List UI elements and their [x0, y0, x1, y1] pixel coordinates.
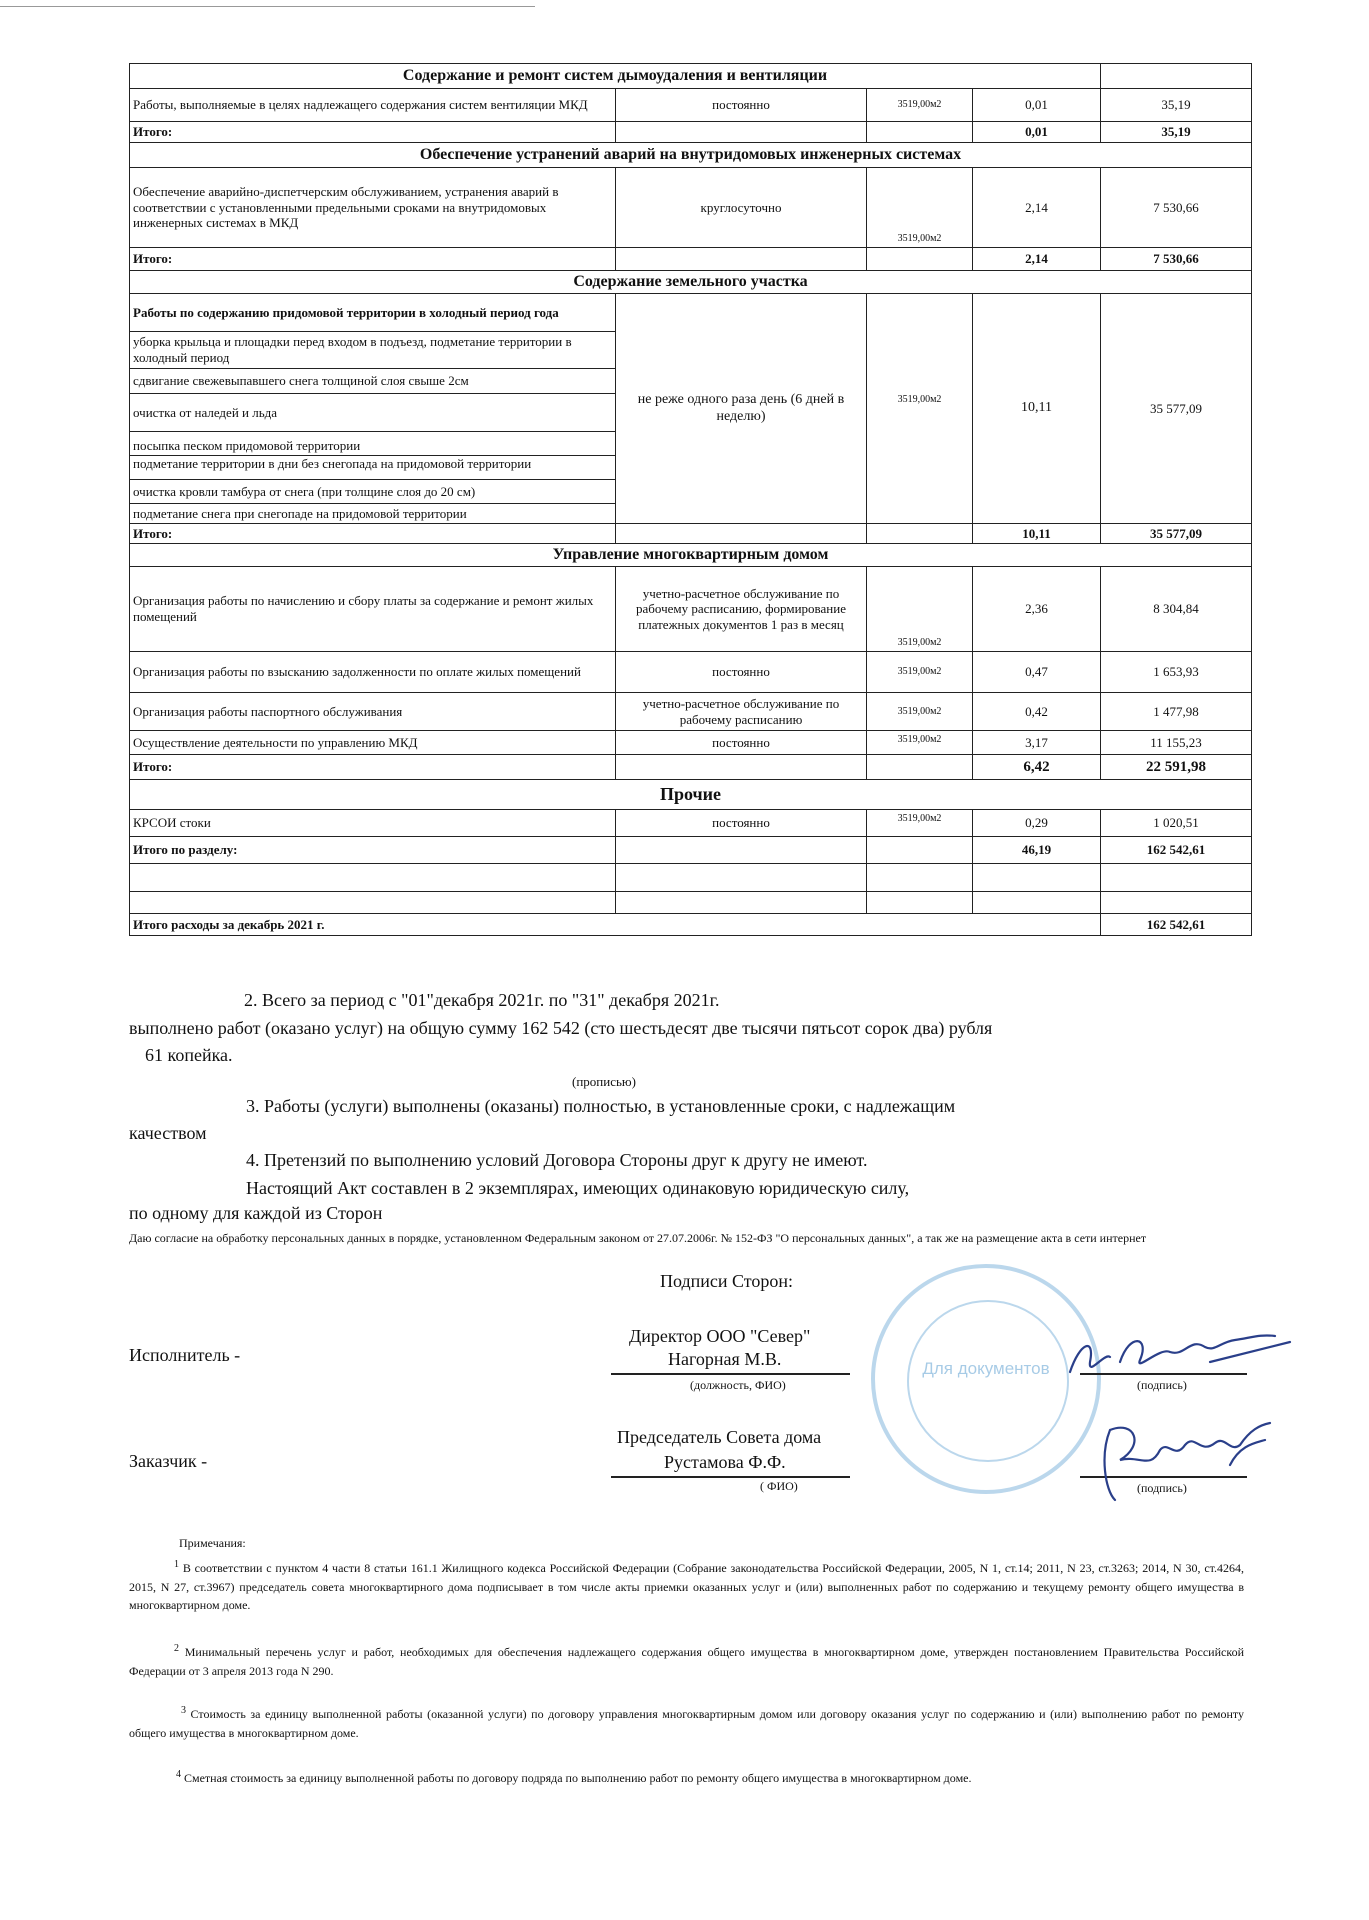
total-rate: 6,42 — [973, 755, 1101, 780]
row-rate: 3,17 — [973, 731, 1101, 755]
paragraph-5-end: по одному для каждой из Сторон — [129, 1203, 383, 1223]
row-period: круглосуточно — [616, 168, 867, 248]
total-sum: 35 577,09 — [1101, 524, 1252, 544]
note-3-text: Стоимость за единицу выполненной работы (оказанной услуги) по договору управления многоквартирным домом или договору оказания услуг по содержанию и (или) выполнению работ по ремонту общего имущества в многоквартирном доме. — [129, 1707, 1245, 1740]
total-row — [130, 524, 1252, 544]
total-rate: 0,01 — [973, 122, 1101, 143]
executor-caption: (должность, ФИО) — [690, 1378, 786, 1392]
row-sum: 7 530,66 — [1101, 168, 1252, 248]
work-item: сдвигание свежевыпавшего снега толщиной слоя свыше 2см — [130, 369, 616, 394]
executor-signature — [1060, 1322, 1300, 1382]
stamp-text: Для документов — [922, 1359, 1050, 1378]
executor-name-line — [611, 1373, 850, 1375]
section-header — [130, 64, 1252, 89]
row-period: не реже одного раза день (6 дней в неделю) — [616, 294, 867, 524]
total-row — [130, 122, 1252, 143]
work-item: посыпка песком придомовой территории — [130, 432, 616, 456]
section-title: Содержание земельного участка — [130, 271, 1252, 294]
row-name: Организация работы по взысканию задолженности по оплате жилых помещений — [130, 652, 616, 693]
row-period: постоянно — [616, 810, 867, 837]
paragraph-4: 4. Претензий по выполнению условий Договора Стороны друг к другу не имеют. — [246, 1150, 868, 1170]
group-heading: Работы по содержанию придомовой территории в холодный период года — [130, 294, 616, 332]
total-sum: 7 530,66 — [1101, 248, 1252, 271]
row-period: учетно-расчетное обслуживание по рабочему расписанию, формирование платежных документов 1 раз в месяц — [616, 567, 867, 652]
row-sum: 35,19 — [1101, 89, 1252, 122]
customer-position: Председатель Совета дома — [617, 1427, 822, 1447]
note-3 — [129, 1703, 1244, 1742]
table-row — [130, 693, 1252, 731]
paragraph-2-kopeks: 61 копейка. — [145, 1045, 233, 1065]
section-total-sum: 162 542,61 — [1101, 837, 1252, 864]
row-rate: 2,36 — [973, 567, 1101, 652]
row-name: Осуществление деятельности по управлению МКД — [130, 731, 616, 755]
total-label: Итого: — [130, 248, 616, 271]
executor-position: Директор ООО "Север" — [629, 1326, 811, 1346]
row-sum: 35 577,09 — [1101, 294, 1252, 524]
row-name: Обеспечение аварийно-диспетчерским обслуживанием, устранения аварий в соответствии с установленными предельными сроками на внутридомовых инженерных системах в МКД — [130, 168, 616, 248]
table-row — [130, 731, 1252, 755]
section-total-row — [130, 837, 1252, 864]
services-table — [129, 63, 1252, 936]
note-1-mark: 1 — [174, 1559, 179, 1570]
section-header — [130, 780, 1252, 810]
row-area: 3519,00м2 — [867, 652, 973, 693]
total-label: Итого: — [130, 755, 616, 780]
note-1 — [129, 1557, 1244, 1615]
row-period: постоянно — [616, 731, 867, 755]
row-rate: 2,14 — [973, 168, 1101, 248]
note-2 — [129, 1641, 1244, 1680]
row-name: Работы, выполняемые в целях надлежащего содержания систем вентиляции МКД — [130, 89, 616, 122]
customer-name: Рустамова Ф.Ф. — [664, 1452, 786, 1472]
paragraph-5: Настоящий Акт составлен в 2 экземплярах, имеющих одинаковую юридическую силу, — [246, 1178, 910, 1198]
section-header — [130, 271, 1252, 294]
row-rate: 0,01 — [973, 89, 1101, 122]
table-row — [130, 567, 1252, 652]
row-period: учетно-расчетное обслуживание по рабочему расписанию — [616, 693, 867, 731]
grand-total-row — [130, 914, 1252, 936]
customer-signature — [1090, 1415, 1280, 1505]
total-rate: 10,11 — [973, 524, 1101, 544]
section-title: Управление многоквартирным домом — [130, 544, 1252, 567]
customer-name-line — [611, 1476, 850, 1478]
row-area: 3519,00м2 — [867, 731, 973, 755]
total-sum: 35,19 — [1101, 122, 1252, 143]
row-area: 3519,00м2 — [867, 294, 973, 524]
work-item: подметание снега при снегопаде на придомовой территории — [130, 504, 616, 524]
section-header — [130, 544, 1252, 567]
note-4-text: Сметная стоимость за единицу выполненной работы по договору подряда по выполнению работ по ремонту общего имущества в многоквартирном доме. — [184, 1771, 972, 1785]
note-4 — [129, 1767, 1244, 1788]
section-total-label: Итого по разделу: — [130, 837, 616, 864]
paragraph-3-end: качеством — [129, 1123, 207, 1143]
work-item: очистка от наледей и льда — [130, 394, 616, 432]
row-area: 3519,00м2 — [867, 810, 973, 837]
total-sum: 22 591,98 — [1101, 755, 1252, 780]
section-title: Содержание и ремонт систем дымоудаления и вентиляции — [130, 64, 1101, 89]
section-title: Обеспечение устранений аварий на внутридомовых инженерных системах — [130, 143, 1252, 168]
row-area: 3519,00м2 — [867, 693, 973, 731]
top-scan-line — [0, 6, 535, 7]
note-1-text: В соответствии с пунктом 4 части 8 статьи 161.1 Жилищного кодекса Российской Федерации (Собрание законодательства Российской Федерации, 2005, N 1, ст.14; 2011, N 23, ст.3263; 2014, N 30, ст.4264, 2015, N 27, ст.3967) председатель совета многоквартирного дома подписывает в том числе акты приемки оказанных услуг и (или) выполненных работ по содержанию и текущему ремонту общего имущества в многоквартирном доме. — [129, 1561, 1245, 1613]
row-name: КРСОИ стоки — [130, 810, 616, 837]
row-rate: 0,47 — [973, 652, 1101, 693]
row-rate: 0,42 — [973, 693, 1101, 731]
signatures-heading: Подписи Сторон: — [660, 1271, 794, 1291]
total-label: Итого: — [130, 122, 616, 143]
executor-sign-caption: (подпись) — [1137, 1378, 1187, 1392]
row-rate: 0,29 — [973, 810, 1101, 837]
paragraph-2: 2. Всего за период с "01"декабря 2021г. по "31" декабря 2021г. — [244, 990, 720, 1010]
table-row — [130, 168, 1252, 248]
propisyu-caption: (прописью) — [572, 1074, 636, 1089]
total-label: Итого: — [130, 524, 616, 544]
note-4-mark: 4 — [176, 1769, 181, 1780]
row-sum: 11 155,23 — [1101, 731, 1252, 755]
section-header — [130, 143, 1252, 168]
note-2-mark: 2 — [174, 1643, 179, 1654]
section-title: Прочие — [130, 780, 1252, 810]
table-row — [130, 89, 1252, 122]
table-row — [130, 294, 1252, 332]
work-item: очистка кровли тамбура от снега (при толщине слоя до 20 см) — [130, 480, 616, 504]
table-row — [130, 810, 1252, 837]
work-item: подметание территории в дни без снегопада на придомовой территории — [130, 456, 616, 480]
customer-caption: ( ФИО) — [760, 1479, 798, 1493]
paragraph-2-sum: выполнено работ (оказано услуг) на общую сумму 162 542 (сто шестьдесят две тысячи пятьсот сорок два) рубля — [129, 1018, 993, 1038]
paragraph-3: 3. Работы (услуги) выполнены (оказаны) полностью, в установленные сроки, с надлежащим — [246, 1096, 956, 1116]
table-row — [130, 652, 1252, 693]
customer-label: Заказчик - — [129, 1451, 208, 1471]
empty-row — [130, 864, 1252, 892]
row-area: 3519,00м2 — [867, 168, 973, 248]
note-2-text: Минимальный перечень услуг и работ, необходимых для обеспечения надлежащего содержания общего имущества в многоквартирном доме, утвержден постановлением Правительства Российской Федерации от 3 апреля 2013 года N 290. — [129, 1645, 1244, 1678]
grand-total-label: Итого расходы за декабрь 2021 г. — [130, 914, 1101, 936]
note-3-mark: 3 — [181, 1705, 186, 1716]
notes-heading: Примечания: — [179, 1536, 246, 1550]
section-total-rate: 46,19 — [973, 837, 1101, 864]
row-name: Организация работы по начислению и сбору платы за содержание и ремонт жилых помещений — [130, 567, 616, 652]
total-row — [130, 248, 1252, 271]
row-rate: 10,11 — [973, 294, 1101, 524]
row-sum: 1 020,51 — [1101, 810, 1252, 837]
row-period: постоянно — [616, 89, 867, 122]
customer-sign-caption: (подпись) — [1137, 1481, 1187, 1495]
work-item: уборка крыльца и площадки перед входом в подъезд, подметание территории в холодный период — [130, 332, 616, 369]
row-area: 3519,00м2 — [867, 567, 973, 652]
executor-name: Нагорная М.В. — [668, 1349, 782, 1369]
grand-total-sum: 162 542,61 — [1101, 914, 1252, 936]
row-sum: 1 477,98 — [1101, 693, 1252, 731]
row-period: постоянно — [616, 652, 867, 693]
row-area: 3519,00м2 — [867, 89, 973, 122]
total-row — [130, 755, 1252, 780]
row-sum: 1 653,93 — [1101, 652, 1252, 693]
row-sum: 8 304,84 — [1101, 567, 1252, 652]
executor-label: Исполнитель - — [129, 1345, 241, 1365]
row-name: Организация работы паспортного обслуживания — [130, 693, 616, 731]
total-rate: 2,14 — [973, 248, 1101, 271]
empty-row — [130, 892, 1252, 914]
consent-text: Даю согласие на обработку персональных данных в порядке, установленном Федеральным законом от 27.07.2006г. № 152-ФЗ "О персональных данных", а так же на размещение акта в сети интернет — [129, 1231, 1147, 1245]
